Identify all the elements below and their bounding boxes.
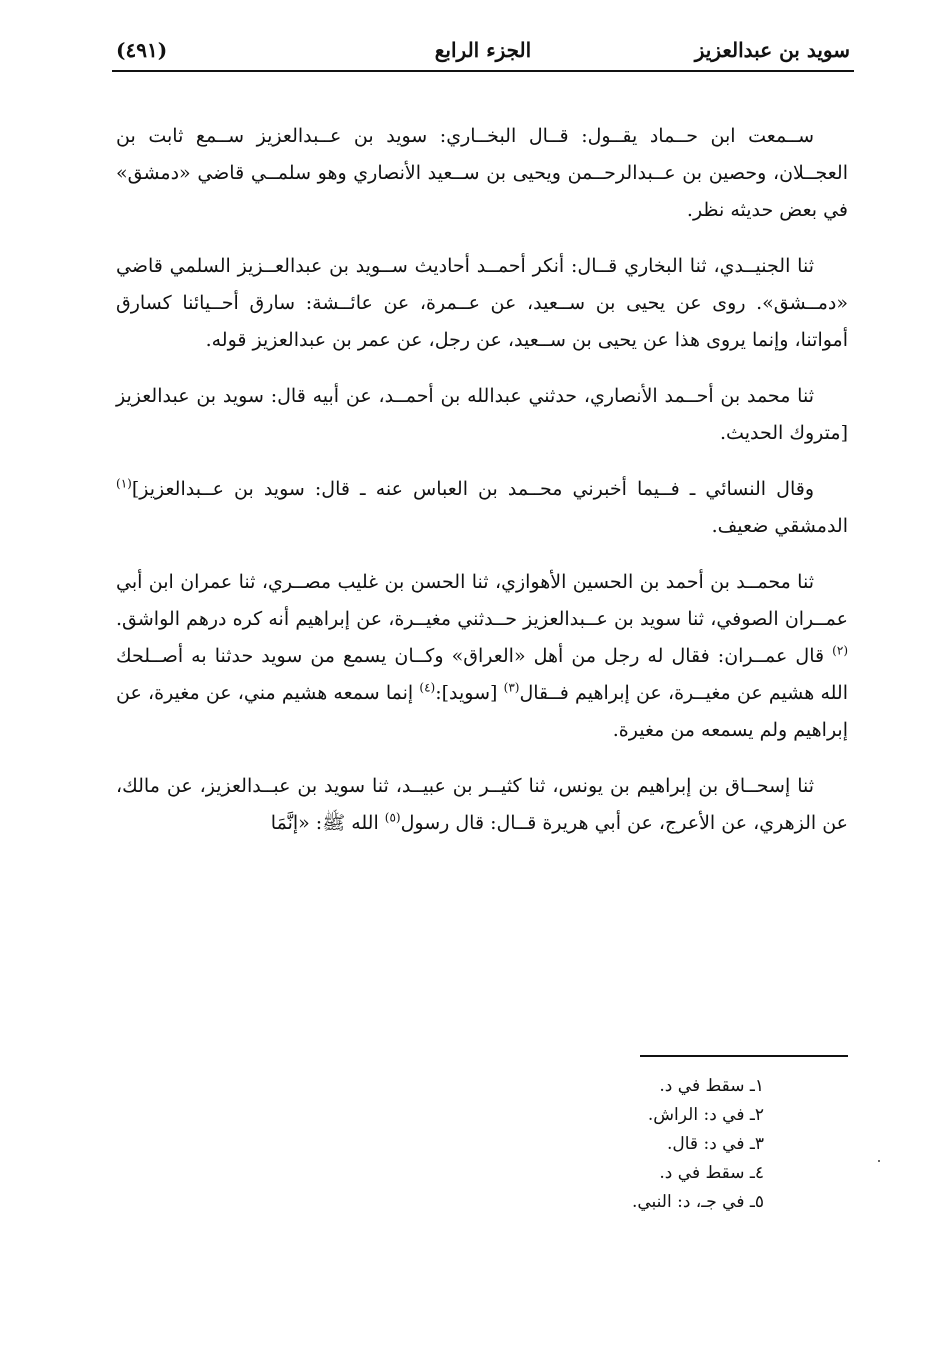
paragraph-4: وقال النسائي ـ فــيما أخبرني محــمد بن العباس عنه ـ قال: سويد بن عــبدالعزيز]$^{(١)}$ الدمشقي ضعيف. (116, 476, 848, 537)
footnote-divider (640, 1055, 848, 1057)
footnote-3: ٣ـ في د: قال. (667, 1134, 764, 1154)
scan-speck (878, 1160, 880, 1162)
main-text (116, 118, 848, 861)
paragraph-3: ثنا محمد بن أحــمد الأنصاري، حدثني عبدالله بن أحمــد، عن أبيه قال: سويد بن عبدالعزيز [متروك الحديث. (116, 385, 848, 444)
footnote-5: ٥ـ في جـ، د: النبي. (631, 1192, 764, 1212)
page-number: (٤٩١) (116, 38, 168, 62)
paragraph-1: ســمعت ابن حــماد يقــول: قــال البخــاري: سويد بن عــبدالعزيز ســمع ثابت بن العجــلان، وحصين بن عــبدالرحــمن ويحيى بن ســعيد الأنصاري وهو سلمــي قاضي «دمشق» في بعض حديثه نظر. (116, 125, 848, 221)
footnotes (116, 1072, 848, 1217)
running-header (112, 30, 854, 72)
footnote-1: ١ـ سقط في د. (659, 1076, 764, 1096)
paragraph-5: ثنا محمــد بن أحمد بن الحسين الأهوازي، ثنا الحسن بن غليب مصــري، ثنا عمران ابن أبي عمــران الصوفي، ثنا سويد بن عــبدالعزيز حــدثني مغيــرة، عن إبراهيم أنه كره درهم الواشق.$^{(٢)}$ قال عمــران: فقال له رجل من أهل «العراق» وكــان يسمع من سويد حدثنا به أصــلحك الله هشيم عن مغيــرة، عن إبراهيم فــقال$^{(٣)}$ [سويد]:$^{(٤)}$ إنما سمعه هشيم مني، عن مغيرة، عن إبراهيم ولم يسمعه من مغيرة. (116, 571, 848, 741)
paragraph-6: ثنا إسحــاق بن إبراهيم بن يونس، ثنا كثيــر بن عبيــد، ثنا سويد بن عبــدالعزيز، عن مالك، عن الزهري، عن الأعرج، عن أبي هريرة قــال: قال رسول$^{(٥)}$ الله ﷺ: «إنَّمَا (116, 775, 848, 834)
header-part: الجزء الرابع (434, 38, 532, 62)
footnote-2: ٢ـ في د: الراش. (647, 1105, 764, 1125)
footnote-4: ٤ـ سقط في د. (659, 1163, 764, 1183)
paragraph-2: ثنا الجنيــدي، ثنا البخاري قــال: أنكر أحمــد أحاديث ســويد بن عبدالعــزيز السلمي قاضي «دمــشق». روى عن يحيى بن ســعيد، عن عــمرة، عن عائــشة: سارق أحــيائنا كسارق أمواتنا، وإنما يروى هذا عن يحيى بن ســعيد، عن رجل، عن عمر بن عبدالعزيز قوله. (116, 255, 848, 351)
header-author: سويد بن عبدالعزيز (694, 38, 850, 62)
